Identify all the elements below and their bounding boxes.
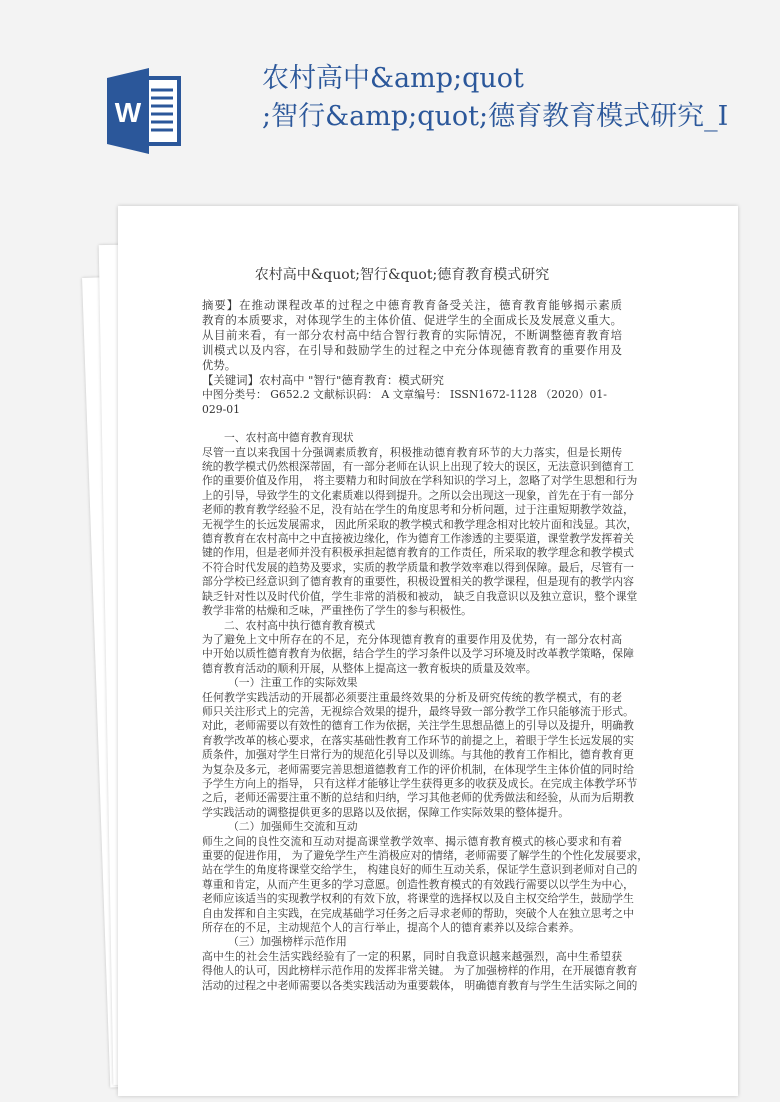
paragraph-line: 统的教学模式仍然根深蒂固，有一部分老师在认识上出现了较大的误区，无法意识到德育工 — [202, 460, 634, 474]
section — [202, 431, 638, 618]
section-heading: （一）注重工作的实际效果 — [228, 676, 358, 690]
paragraph-line: 任何教学实践活动的开展都必须要注重最终效果的分析及研究传统的教学模式，有的老 — [202, 690, 622, 704]
section-heading: 一、农村高中德育教育现状 — [224, 431, 354, 445]
section — [202, 820, 649, 935]
paragraph-line: 中开始以质性德育教育为依据，结合学生的学习条件以及学习环境及时改革教学策略，保障 — [202, 647, 634, 661]
paragraph-line: 键的作用，但是老师并没有积极承担起德育教育的工作责任，所采取的教学理念和教学模式 — [202, 546, 634, 560]
abstract-line: 训模式以及内容，在引导和鼓励学生的过程之中充分体现德育教育的重要作用及 — [202, 343, 622, 358]
paragraph-line: 上的引导，导致学生的文化素质难以得到提升。之所以会出现这一现象，首先在于有一部分 — [202, 488, 634, 502]
document-page — [118, 206, 738, 1096]
paragraph-line: 师生之间的良性交流和互动对提高课堂教学效率、揭示德育教育模式的核心要求和有着 — [202, 834, 622, 848]
classification-line: 029-01 — [202, 402, 240, 416]
sections — [202, 431, 649, 993]
section — [202, 676, 638, 820]
paragraph-line: 尽管一直以来我国十分强调素质教育，积极推动德育教育环节的大力落实，但是长期传 — [202, 445, 622, 459]
svg-text:W: W — [114, 97, 142, 128]
abstract — [202, 298, 622, 373]
paragraph-line: 德育教育在农村高中之中直接被边缘化，作为德育工作渗透的主要渠道，课堂教学发挥着关 — [202, 532, 634, 546]
paragraph-line: 学实践活动的调整提供更多的思路以及依据，保障工作实际效果的整体提升。 — [202, 805, 570, 819]
paragraph-line: 站在学生的角度将课堂交给学生， 构建良好的师生互动关系，保证学生意识到老师对自己的 — [202, 863, 638, 877]
title-line-2: ;智行&amp;quot;德育教育模式研究_I — [262, 101, 729, 132]
section-heading: 二、农村高中执行德育教育模式 — [224, 618, 376, 632]
abstract-line: 优势。 — [202, 358, 237, 373]
paragraph-line: 老师应该适当的实现教学权利的有效下放，将课堂的选择权以及自主权交给学生，鼓励学生 — [202, 892, 634, 906]
title-line-1: 农村高中&amp;quot — [262, 63, 524, 94]
paragraph-line: 质条件，加强对学生日常行为的规范化引导以及训练。与其他的教育工作相比，德育教育更 — [202, 748, 634, 762]
paragraph-line: 自由发挥和自主实践，在完成基础学习任务之后寻求老师的帮助，突破个人在独立思考之中 — [202, 906, 634, 920]
paragraph-line: 得他人的认可，因此榜样示范作用的发挥非常关键。 为了加强榜样的作用，在开展德育教育 — [202, 964, 638, 978]
abstract-line: 摘要】在推动课程改革的过程之中德育教育备受关注，德育教育能够揭示素质 — [202, 298, 622, 313]
classification — [202, 388, 622, 417]
paragraph-line: 育教学改革的核心要求，在落实基础性教育工作环节的前提之上，着眼于学生长远发展的实 — [202, 733, 634, 747]
paragraph-line: 予学生方向上的指导， 只有这样才能够让学生获得更多的收获及成长。在完成主体教学环节 — [202, 776, 638, 790]
paragraph-line: 不符合时代发展的趋势及要求，实质的教学质量和教学效率难以得到保障。最后，尽管有一 — [202, 560, 634, 574]
paragraph-line: 作的重要价值及作用， 将主要精力和时间放在学科知识的学习上，忽略了对学生思想和行为 — [202, 474, 638, 488]
paragraph-line: 对此，老师需要以有效性的德育工作为依据，关注学生思想品德上的引导以及提升，明确教 — [202, 719, 634, 733]
paragraph-line: 无视学生的长远发展需求， 因此所采取的教学模式和教学理念相对比较片面和浅显。其次， — [202, 517, 638, 531]
paragraph-line: 为了避免上文中所存在的不足，充分体现德育教育的重要作用及优势，有一部分农村高 — [202, 632, 622, 646]
paragraph-line: 缺乏针对性以及时代价值，学生非常的消极和被动， 缺乏自我意识以及独立意识，整个课堂 — [202, 589, 638, 603]
page-title: 农村高中&quot;智行&quot;德育教育模式研究 — [254, 267, 550, 283]
header — [0, 0, 780, 200]
section-heading: （二）加强师生交流和互动 — [228, 820, 358, 834]
paragraph-line: 部分学校已经意识到了德育教育的重要性，积极设置相关的教学课程，但是现有的教学内容 — [202, 575, 634, 589]
paragraph-line: 之后，老师还需要注重不断的总结和归纳，学习其他老师的优秀做法和经验，从而为后期教 — [202, 791, 634, 805]
paragraph-line: 重要的促进作用， 为了避免学生产生消极应对的情绪，老师需要了解学生的个性化发展要求， — [202, 849, 649, 862]
word-icon — [107, 68, 181, 154]
paragraph-line: 教学非常的枯燥和乏味，严重挫伤了学生的参与积极性。 — [202, 604, 472, 618]
document-body — [202, 267, 649, 993]
document-title — [262, 60, 767, 136]
paragraph-line: 所存在的不足，主动规范个人的言行举止，提高个人的德育素养以及综合素养。 — [202, 921, 580, 935]
section — [202, 618, 634, 677]
paragraph-line: 师只关注形式上的完善，无视综合效果的提升，最终导致一部分教学工作只能够流于形式。 — [202, 704, 634, 718]
paragraph-line: 高中生的社会生活实践经验有了一定的积累，同时自我意识越来越强烈，高中生希望获 — [202, 949, 622, 963]
paragraph-line: 为复杂及多元，老师需要完善思想道德教育工作的评价机制，在体现学生主体价值的同时给 — [202, 762, 634, 776]
abstract-line: 从目前来看，有一部分农村高中结合智行教育的实际情况，不断调整德育教育培 — [202, 328, 622, 343]
section — [202, 935, 638, 993]
paragraph-line: 德育教育活动的顺利开展，从整体上提高这一教育板块的质量及效率。 — [202, 661, 537, 675]
keywords: 【关键词】农村高中 "智行"德育教育：模式研究 — [202, 373, 444, 388]
section-heading: （三）加强榜样示范作用 — [228, 935, 347, 949]
abstract-line: 教育的本质要求，对体现学生的主体价值、促进学生的全面成长及发展意义重大。 — [202, 313, 622, 328]
paragraph-line: 活动的过程之中老师需要以各类实践活动为重要载体， 明确德育教育与学生生活实际之间的 — [202, 978, 638, 992]
classification-line: 中图分类号： G652.2 文献标识码： A 文章编号： ISSN1672-1128 （2020）01- — [202, 388, 607, 402]
paragraph-line: 尊重和肯定，从而产生更多的学习意愿。创造性教育模式的有效践行需要以以学生为中心， — [202, 877, 634, 891]
paragraph-line: 老师的教育教学经验不足，没有站在学生的角度思考和分析问题，过于注重短期教学效益， — [202, 503, 634, 517]
